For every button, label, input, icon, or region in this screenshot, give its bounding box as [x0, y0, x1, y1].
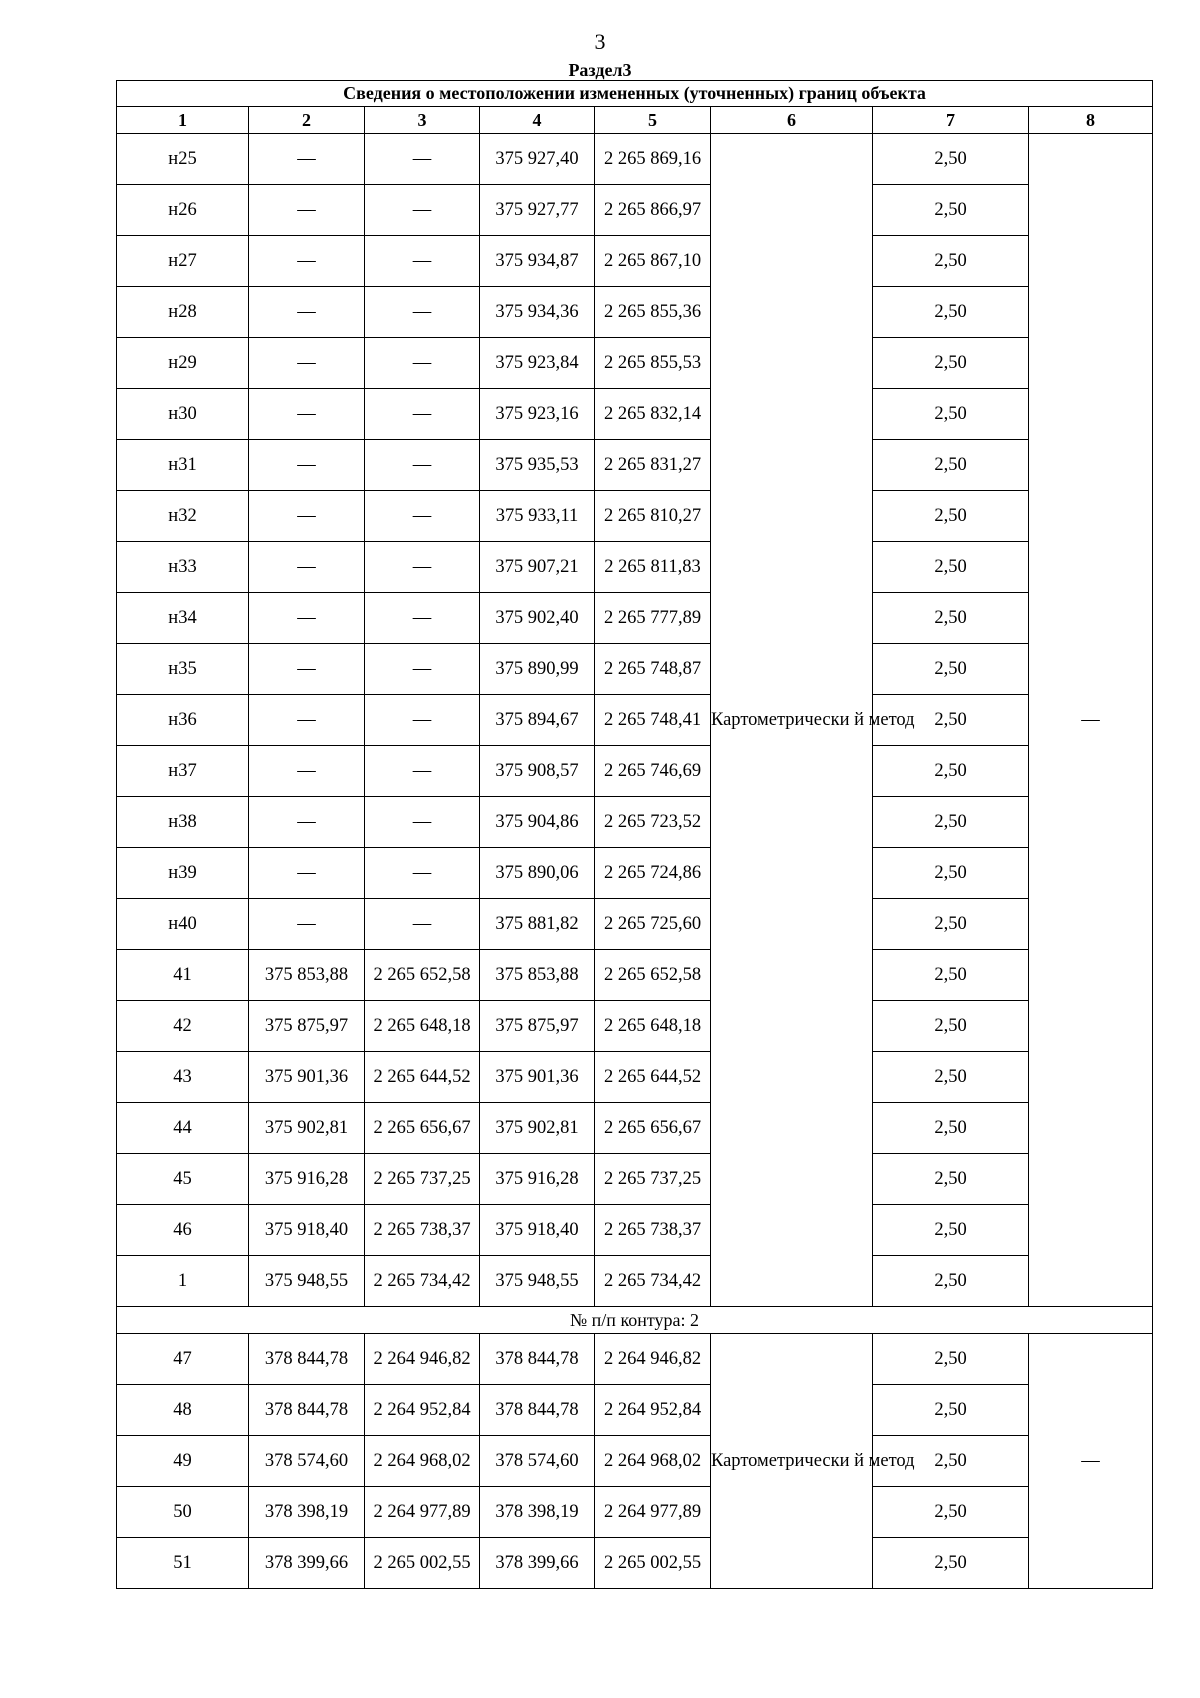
- existing-x-cell: —: [249, 338, 365, 389]
- table-row: [117, 950, 1153, 1001]
- existing-y-cell: —: [365, 389, 480, 440]
- existing-y-cell: —: [365, 287, 480, 338]
- accuracy-cell: 2,50: [873, 593, 1029, 644]
- table-row: [117, 1538, 1153, 1589]
- existing-x-cell: —: [249, 797, 365, 848]
- existing-y-cell: 2 265 734,42: [365, 1256, 480, 1307]
- new-x-cell: 375 894,67: [480, 695, 595, 746]
- point-name-cell: 42: [117, 1001, 249, 1052]
- new-x-cell: 375 916,28: [480, 1154, 595, 1205]
- existing-x-cell: 378 398,19: [249, 1487, 365, 1538]
- point-name-cell: н28: [117, 287, 249, 338]
- new-x-cell: 375 908,57: [480, 746, 595, 797]
- column-number: 7: [873, 107, 1029, 134]
- new-x-cell: 375 934,36: [480, 287, 595, 338]
- existing-y-cell: —: [365, 797, 480, 848]
- method-cell: Картометрически й метод: [711, 134, 873, 1307]
- accuracy-cell: 2,50: [873, 746, 1029, 797]
- table-caption-row: [117, 81, 1153, 107]
- table-row: [117, 1001, 1153, 1052]
- new-x-cell: 375 875,97: [480, 1001, 595, 1052]
- existing-x-cell: 378 574,60: [249, 1436, 365, 1487]
- new-x-cell: 375 901,36: [480, 1052, 595, 1103]
- point-name-cell: н27: [117, 236, 249, 287]
- existing-y-cell: —: [365, 695, 480, 746]
- existing-y-cell: —: [365, 491, 480, 542]
- accuracy-cell: 2,50: [873, 287, 1029, 338]
- accuracy-cell: 2,50: [873, 389, 1029, 440]
- existing-x-cell: 378 844,78: [249, 1385, 365, 1436]
- section-title: Раздел3: [568, 60, 632, 80]
- table-row: [117, 797, 1153, 848]
- new-y-cell: 2 265 748,41: [595, 695, 711, 746]
- new-x-cell: 378 574,60: [480, 1436, 595, 1487]
- column-number: 6: [711, 107, 873, 134]
- point-name-cell: 48: [117, 1385, 249, 1436]
- method-cell: Картометрически й метод: [711, 1334, 873, 1589]
- new-y-cell: 2 265 748,87: [595, 644, 711, 695]
- new-x-cell: 378 844,78: [480, 1334, 595, 1385]
- new-y-cell: 2 264 968,02: [595, 1436, 711, 1487]
- point-name-cell: н29: [117, 338, 249, 389]
- new-y-cell: 2 265 656,67: [595, 1103, 711, 1154]
- contour-label: № п/п контура: 2: [117, 1307, 1153, 1334]
- accuracy-cell: 2,50: [873, 338, 1029, 389]
- new-x-cell: 378 399,66: [480, 1538, 595, 1589]
- existing-y-cell: —: [365, 134, 480, 185]
- existing-y-cell: —: [365, 542, 480, 593]
- existing-x-cell: —: [249, 185, 365, 236]
- table-row: [117, 848, 1153, 899]
- point-name-cell: н36: [117, 695, 249, 746]
- table-row: [117, 491, 1153, 542]
- existing-x-cell: 378 399,66: [249, 1538, 365, 1589]
- point-name-cell: 44: [117, 1103, 249, 1154]
- existing-y-cell: —: [365, 338, 480, 389]
- new-y-cell: 2 265 002,55: [595, 1538, 711, 1589]
- table-row: [117, 338, 1153, 389]
- existing-x-cell: 375 902,81: [249, 1103, 365, 1154]
- column-number: 4: [480, 107, 595, 134]
- new-x-cell: 375 853,88: [480, 950, 595, 1001]
- table-row: [117, 542, 1153, 593]
- point-name-cell: н37: [117, 746, 249, 797]
- new-y-cell: 2 265 832,14: [595, 389, 711, 440]
- existing-y-cell: 2 265 644,52: [365, 1052, 480, 1103]
- accuracy-cell: 2,50: [873, 695, 1029, 746]
- table-row: [117, 1334, 1153, 1385]
- existing-x-cell: 375 901,36: [249, 1052, 365, 1103]
- table-row: [117, 389, 1153, 440]
- existing-x-cell: —: [249, 389, 365, 440]
- new-x-cell: 375 948,55: [480, 1256, 595, 1307]
- new-y-cell: 2 264 946,82: [595, 1334, 711, 1385]
- point-name-cell: н31: [117, 440, 249, 491]
- new-y-cell: 2 265 869,16: [595, 134, 711, 185]
- table-row: [117, 185, 1153, 236]
- table-row: [117, 1052, 1153, 1103]
- table-row: [117, 1256, 1153, 1307]
- existing-y-cell: —: [365, 593, 480, 644]
- accuracy-cell: 2,50: [873, 848, 1029, 899]
- boundary-table: [116, 80, 1153, 1589]
- new-y-cell: 2 265 831,27: [595, 440, 711, 491]
- existing-x-cell: 375 853,88: [249, 950, 365, 1001]
- new-x-cell: 375 923,16: [480, 389, 595, 440]
- new-y-cell: 2 265 855,36: [595, 287, 711, 338]
- new-y-cell: 2 265 777,89: [595, 593, 711, 644]
- column-number: 2: [249, 107, 365, 134]
- existing-x-cell: 378 844,78: [249, 1334, 365, 1385]
- point-name-cell: н39: [117, 848, 249, 899]
- existing-x-cell: 375 916,28: [249, 1154, 365, 1205]
- existing-y-cell: 2 265 652,58: [365, 950, 480, 1001]
- accuracy-cell: 2,50: [873, 899, 1029, 950]
- new-y-cell: 2 264 952,84: [595, 1385, 711, 1436]
- existing-y-cell: —: [365, 185, 480, 236]
- existing-y-cell: 2 264 968,02: [365, 1436, 480, 1487]
- point-name-cell: 51: [117, 1538, 249, 1589]
- new-x-cell: 375 890,06: [480, 848, 595, 899]
- table-row: [117, 1154, 1153, 1205]
- new-y-cell: 2 265 811,83: [595, 542, 711, 593]
- new-y-cell: 2 265 737,25: [595, 1154, 711, 1205]
- existing-y-cell: —: [365, 746, 480, 797]
- new-x-cell: 378 398,19: [480, 1487, 595, 1538]
- description-cell: —: [1029, 1334, 1153, 1589]
- column-number: 1: [117, 107, 249, 134]
- page-number: 3: [594, 29, 606, 54]
- accuracy-cell: 2,50: [873, 797, 1029, 848]
- existing-x-cell: —: [249, 491, 365, 542]
- accuracy-cell: 2,50: [873, 1487, 1029, 1538]
- accuracy-cell: 2,50: [873, 185, 1029, 236]
- existing-x-cell: 375 875,97: [249, 1001, 365, 1052]
- new-y-cell: 2 265 866,97: [595, 185, 711, 236]
- new-y-cell: 2 265 724,86: [595, 848, 711, 899]
- existing-x-cell: —: [249, 287, 365, 338]
- accuracy-cell: 2,50: [873, 542, 1029, 593]
- new-x-cell: 375 935,53: [480, 440, 595, 491]
- point-name-cell: 46: [117, 1205, 249, 1256]
- column-number: 8: [1029, 107, 1153, 134]
- new-x-cell: 378 844,78: [480, 1385, 595, 1436]
- accuracy-cell: 2,50: [873, 1154, 1029, 1205]
- accuracy-cell: 2,50: [873, 1436, 1029, 1487]
- new-y-cell: 2 265 723,52: [595, 797, 711, 848]
- point-name-cell: н34: [117, 593, 249, 644]
- new-x-cell: 375 927,40: [480, 134, 595, 185]
- column-number: 5: [595, 107, 711, 134]
- existing-y-cell: 2 265 002,55: [365, 1538, 480, 1589]
- existing-x-cell: —: [249, 644, 365, 695]
- accuracy-cell: 2,50: [873, 1001, 1029, 1052]
- table-row: [117, 1487, 1153, 1538]
- new-y-cell: 2 265 648,18: [595, 1001, 711, 1052]
- existing-x-cell: —: [249, 236, 365, 287]
- point-name-cell: 1: [117, 1256, 249, 1307]
- existing-y-cell: —: [365, 848, 480, 899]
- table-row: [117, 695, 1153, 746]
- table-row: [117, 1205, 1153, 1256]
- table-row: [117, 440, 1153, 491]
- existing-x-cell: 375 918,40: [249, 1205, 365, 1256]
- point-name-cell: 41: [117, 950, 249, 1001]
- contour-row: [117, 1307, 1153, 1334]
- table-row: [117, 899, 1153, 950]
- table-row: [117, 287, 1153, 338]
- existing-y-cell: —: [365, 644, 480, 695]
- point-name-cell: н32: [117, 491, 249, 542]
- new-x-cell: 375 902,40: [480, 593, 595, 644]
- new-x-cell: 375 881,82: [480, 899, 595, 950]
- new-x-cell: 375 902,81: [480, 1103, 595, 1154]
- accuracy-cell: 2,50: [873, 644, 1029, 695]
- new-y-cell: 2 265 652,58: [595, 950, 711, 1001]
- accuracy-cell: 2,50: [873, 1052, 1029, 1103]
- new-y-cell: 2 265 746,69: [595, 746, 711, 797]
- new-y-cell: 2 265 855,53: [595, 338, 711, 389]
- accuracy-cell: 2,50: [873, 440, 1029, 491]
- point-name-cell: н25: [117, 134, 249, 185]
- new-y-cell: 2 265 867,10: [595, 236, 711, 287]
- column-number: 3: [365, 107, 480, 134]
- existing-y-cell: 2 264 952,84: [365, 1385, 480, 1436]
- existing-x-cell: —: [249, 746, 365, 797]
- accuracy-cell: 2,50: [873, 491, 1029, 542]
- table-row: [117, 236, 1153, 287]
- existing-x-cell: —: [249, 899, 365, 950]
- point-name-cell: н30: [117, 389, 249, 440]
- existing-x-cell: —: [249, 848, 365, 899]
- existing-x-cell: 375 948,55: [249, 1256, 365, 1307]
- point-name-cell: 49: [117, 1436, 249, 1487]
- accuracy-cell: 2,50: [873, 236, 1029, 287]
- existing-x-cell: —: [249, 593, 365, 644]
- point-name-cell: н26: [117, 185, 249, 236]
- point-name-cell: 47: [117, 1334, 249, 1385]
- existing-y-cell: —: [365, 440, 480, 491]
- new-x-cell: 375 934,87: [480, 236, 595, 287]
- description-cell: —: [1029, 134, 1153, 1307]
- accuracy-cell: 2,50: [873, 1334, 1029, 1385]
- existing-y-cell: 2 264 977,89: [365, 1487, 480, 1538]
- table-row: [117, 1436, 1153, 1487]
- point-name-cell: н35: [117, 644, 249, 695]
- new-y-cell: 2 265 810,27: [595, 491, 711, 542]
- table-row: [117, 1385, 1153, 1436]
- new-y-cell: 2 265 734,42: [595, 1256, 711, 1307]
- table-row: [117, 593, 1153, 644]
- new-x-cell: 375 904,86: [480, 797, 595, 848]
- existing-x-cell: —: [249, 440, 365, 491]
- new-x-cell: 375 933,11: [480, 491, 595, 542]
- new-x-cell: 375 927,77: [480, 185, 595, 236]
- accuracy-cell: 2,50: [873, 1385, 1029, 1436]
- point-name-cell: н40: [117, 899, 249, 950]
- accuracy-cell: 2,50: [873, 134, 1029, 185]
- new-x-cell: 375 918,40: [480, 1205, 595, 1256]
- table-row: [117, 134, 1153, 185]
- table-row: [117, 746, 1153, 797]
- new-y-cell: 2 265 738,37: [595, 1205, 711, 1256]
- existing-x-cell: —: [249, 134, 365, 185]
- column-number-row: [117, 107, 1153, 134]
- point-name-cell: 50: [117, 1487, 249, 1538]
- existing-y-cell: 2 265 656,67: [365, 1103, 480, 1154]
- existing-y-cell: 2 265 738,37: [365, 1205, 480, 1256]
- point-name-cell: н33: [117, 542, 249, 593]
- existing-y-cell: —: [365, 236, 480, 287]
- existing-y-cell: 2 265 737,25: [365, 1154, 480, 1205]
- accuracy-cell: 2,50: [873, 1205, 1029, 1256]
- point-name-cell: 45: [117, 1154, 249, 1205]
- new-y-cell: 2 265 644,52: [595, 1052, 711, 1103]
- accuracy-cell: 2,50: [873, 1103, 1029, 1154]
- existing-y-cell: 2 265 648,18: [365, 1001, 480, 1052]
- new-y-cell: 2 265 725,60: [595, 899, 711, 950]
- table-caption: Сведения о местоположении измененных (уточненных) границ объекта: [117, 81, 1153, 107]
- new-x-cell: 375 907,21: [480, 542, 595, 593]
- new-y-cell: 2 264 977,89: [595, 1487, 711, 1538]
- existing-x-cell: —: [249, 542, 365, 593]
- point-name-cell: 43: [117, 1052, 249, 1103]
- existing-y-cell: —: [365, 899, 480, 950]
- point-name-cell: н38: [117, 797, 249, 848]
- new-x-cell: 375 890,99: [480, 644, 595, 695]
- existing-y-cell: 2 264 946,82: [365, 1334, 480, 1385]
- accuracy-cell: 2,50: [873, 1538, 1029, 1589]
- existing-x-cell: —: [249, 695, 365, 746]
- table-row: [117, 644, 1153, 695]
- accuracy-cell: 2,50: [873, 950, 1029, 1001]
- new-x-cell: 375 923,84: [480, 338, 595, 389]
- table-row: [117, 1103, 1153, 1154]
- accuracy-cell: 2,50: [873, 1256, 1029, 1307]
